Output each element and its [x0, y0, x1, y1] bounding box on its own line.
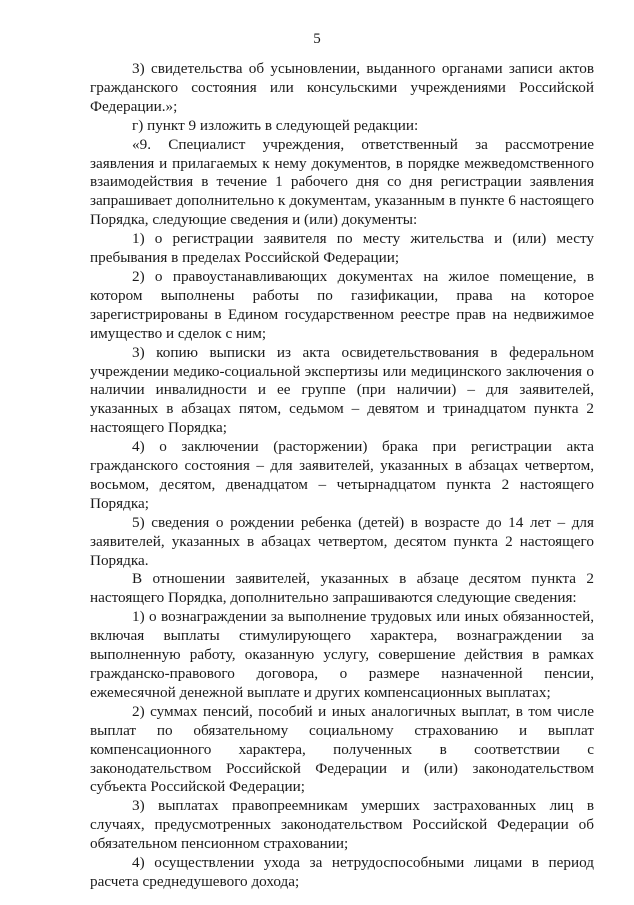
page-number: 5 — [313, 31, 321, 47]
list-item-marriage: 4) о заключении (расторжении) брака при регистрации акта гражданского состояния – для заявителей, указанных в абзацах четвертом, восьмом, десятом, двенадцатом – четырнадцатом пункта 2 настоящего Порядка; — [90, 438, 594, 512]
list-item-registration: 1) о регистрации заявителя по месту жительства и (или) месту пребывания в пределах Российской Федерации; — [90, 230, 594, 267]
list-item-care: 4) осуществлении ухода за нетрудоспособными лицами в период расчета среднедушевого дохода; — [90, 854, 594, 890]
list-item-remuneration: 1) о вознаграждении за выполнение трудовых или иных обязанностей, включая выплаты стимулирующего характера, вознаграждении за выполненную работу, оказанную услугу, совершение действия в рамках гражданско-правового договора, о размере назначенной пенсии, ежемесячной денежной выплате и других компенсационных выплатах; — [90, 608, 594, 701]
paragraph-adoption-certificate: 3) свидетельства об усыновлении, выданного органами записи актов гражданского состояния или консульскими учреждениями Российской Федерации.»; — [90, 60, 594, 115]
list-item-title-documents: 2) о правоустанавливающих документах на жилое помещение, в котором выполнены работы по газификации, права на которое зарегистрированы в Едином государственном реестре прав на недвижимое имущество и сделок с ним; — [90, 267, 594, 342]
list-item-disability-extract: 3) копию выписки из акта освидетельствования в федеральном учреждении медико-социальной экспертизы или медицинского заключения о наличии инвалидности и ее группе (при наличии) – для заявителей, указанных в абзацах пятом, седьмом – девятом и тринадцатом пункта 2 настоящего Порядка; — [90, 343, 594, 437]
list-item-successor-payments: 3) выплатах правопреемникам умерших застрахованных лиц в случаях, предусмотренных законодательством Российской Федерации об обязательном пенсионном страховании; — [90, 797, 594, 853]
paragraph-amend-point-9: г) пункт 9 изложить в следующей редакции: — [132, 116, 419, 134]
list-item-pensions: 2) суммах пенсий, пособий и иных аналогичных выплат, в том числе выплат по обязательному социальному страхованию и выплат компенсационного характера, полученных в соответствии с законодательством Российской Федерации и (или) законодательством субъекта Российской Федерации; — [90, 702, 594, 796]
paragraph-additional-requests: В отношении заявителей, указанных в абзаце десятом пункта 2 настоящего Порядка, дополнительно запрашиваются следующие сведения: — [90, 570, 594, 607]
document-body — [90, 60, 594, 892]
list-item-child-birth: 5) сведения о рождении ребенка (детей) в возрасте до 14 лет – для заявителей, указанных в абзацах четвертом, десятом пункта 2 настоящего Порядка. — [90, 513, 594, 569]
paragraph-point-9-intro: «9. Специалист учреждения, ответственный за рассмотрение заявления и прилагаемых к нему документов, в порядке межведомственного взаимодействия в течение 1 рабочего дня со дня регистрации заявления запрашивает дополнительно к документам, указанным в пункте 6 настоящего Порядка, следующие сведения и (или) документы: — [90, 135, 594, 229]
